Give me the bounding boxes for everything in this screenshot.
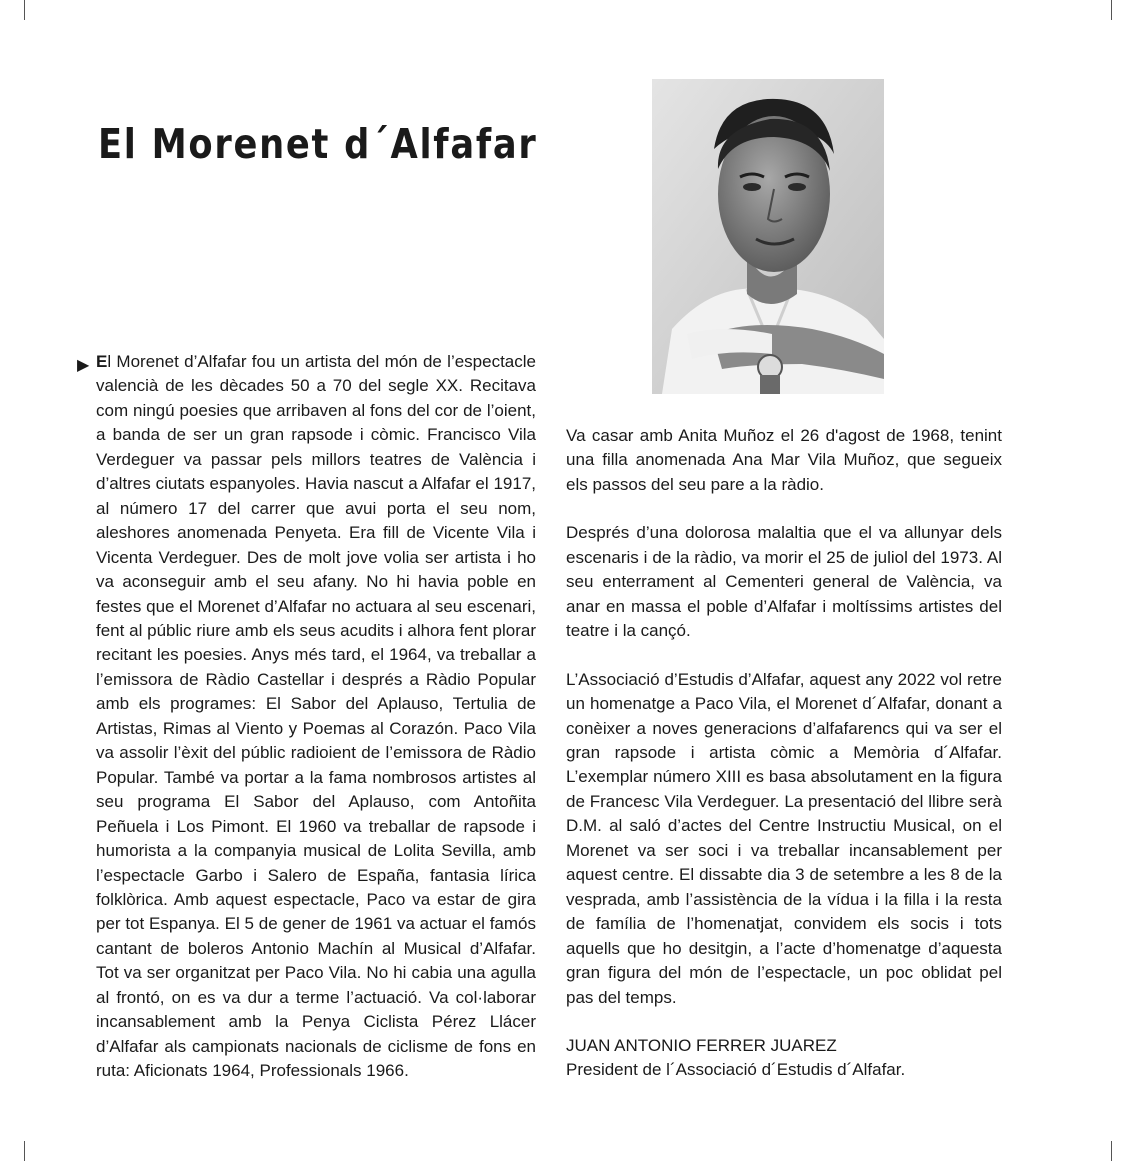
- paragraph-marriage: Va casar amb Anita Muñoz el 26 d'agost de 1968, tenint una filla anomenada Ana Mar Vila Muñoz, que segueix els passos del seu pare a la ràdio.: [566, 426, 1002, 494]
- crop-mark-top-left: [24, 0, 25, 20]
- paragraph-tribute: L’Associació d’Estudis d’Alfafar, aquest any 2022 vol retre un homenatge a Paco Vila, el Morenet d´Alfafar, donant a conèixer a noves generacions d’alfafarencs qui va ser el gran rapsode i artista còmic a Memòria d´Alfafar. L’exemplar número XIII es basa absolutament en la figura de Francesc Vila Verdeguer. La presentació del llibre serà D.M. al saló d’actes del Centre Instructiu Musical, on el Morenet va ser soci i va treballar incansablement per aquest centre. El dissabte dia 3 de setembre a les 8 de la vesprada, amb l’assistència de la vídua i la filla i la resta de família de l’homenatjat, convidem els socis i tots aquells que ho desitgin, a l’acte d’homenatge d’aquesta gran figura del món de l’espectacle, un poc oblidat pel pas del temps.: [566, 669, 1002, 1007]
- crop-mark-bottom-left: [24, 1141, 25, 1161]
- signature-name: JUAN ANTONIO FERRER JUAREZ: [566, 1035, 837, 1055]
- bullet-icon: ▶: [77, 357, 90, 374]
- page-title: El Morenet d´Alfafar: [98, 120, 538, 168]
- paragraph-death: Després d’una dolorosa malaltia que el va allunyar dels escenaris i de la ràdio, va morir el 25 de juliol del 1973. Al seu enterrament al Cementeri general de València, va anar en massa el poble d’Alfafar i moltíssims artistes del teatre i la cançó.: [566, 523, 1002, 641]
- portrait-photo: [652, 79, 884, 394]
- portrait-photo-icon: [652, 79, 884, 394]
- left-column: [96, 350, 536, 1084]
- intro-text: l Morenet d’Alfafar fou un artista del món de l’espectacle valencià de les dècades 50 a 70 del segle XX. Recitava com ningú poesies que arribaven al fons del cor de l’oient, a banda de ser un gran rapsode i còmic. Francisco Vila Verdeguer va passar pels millors teatres de València i d’altres ciutats espanyoles. Havia nascut a Alfafar el 1917, al número 17 del carrer que avui porta el seu nom, aleshores anomenada Penyeta. Era fill de Vicente Vila i Vicenta Verdeguer. Des de molt jove volia ser artista i ho va aconseguir amb el seu afany. No hi havia poble en festes que el Morenet d’Alfafar no actuara al seu escenari, fent al públic riure amb els seus acudits i alhora fent plorar recitant les poesies. Anys més tard, el 1964, va treballar a l’emissora de Ràdio Castellar i després a Ràdio Popular amb els programes: El Sabor del Aplauso, Tertulia de Artistas, Rimas al Viento y Poemas al Corazón. Paco Vila va assolir l’èxit del públic radioient de l’emissora de Ràdio Popular. També va portar a la fama nombrosos artistes al seu programa El Sabor del Aplauso, com Antoñita Peñuela i Los Pimont. El 1960 va treballar de rapsode i humorista a la companyia musical de Lolita Sevilla, amb l’espectacle Garbo i Salero de España, fantasia lírica folklòrica. Amb aquest espectacle, Paco va estar de gira per tot Espanya. El 5 de gener de 1961 va actuar el famós cantant de boleros Antonio Machín al Musical d’Alfafar. Tot va ser organitzat per Paco Vila. No hi cabia una agulla al frontó, on es va dur a terme l’actuació. Va col·laborar incansablement amb la Penya Ciclista Pérez Llácer d’Alfafar als campionats nacionals de ciclisme de fons en ruta: Aficionats 1964, Professionals 1966.: [96, 352, 536, 1081]
- intro-paragraph: [96, 350, 536, 1084]
- right-column: [566, 424, 1002, 1082]
- signature-role: President de l´Associació d´Estudis d´Alfafar.: [566, 1059, 906, 1079]
- drop-initial: E: [96, 352, 108, 371]
- crop-mark-top-right: [1111, 0, 1112, 20]
- signature: [566, 1034, 1002, 1082]
- crop-mark-bottom-right: [1111, 1141, 1112, 1161]
